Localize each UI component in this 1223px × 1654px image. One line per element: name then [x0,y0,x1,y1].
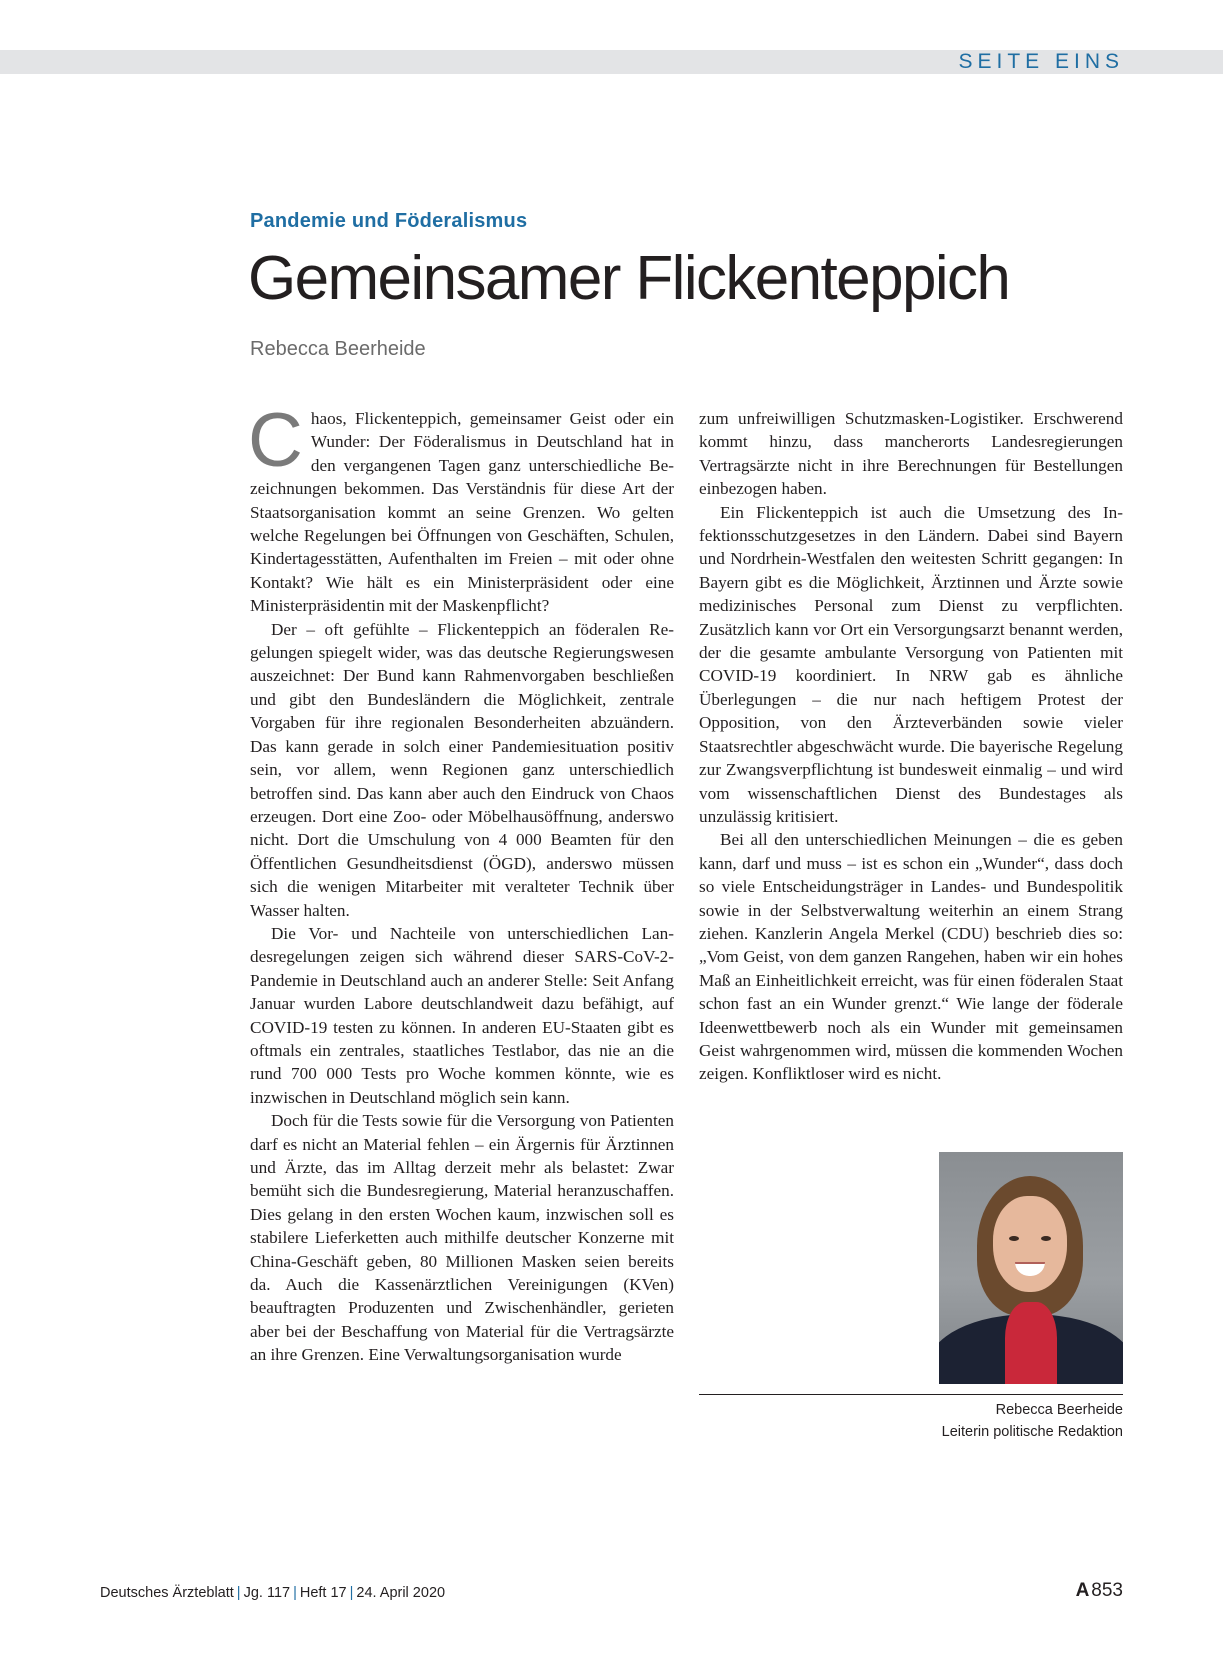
footer-date: 24. April 2020 [356,1585,446,1601]
article-author: Rebecca Beerheide [250,338,426,360]
footer-journal: Deutsches Ärzteblatt [100,1585,234,1601]
footer-volume: Jg. 117 [243,1585,291,1601]
caption-name: Rebecca Beerheide [995,1402,1123,1418]
article-kicker: Pandemie und Föderalismus [250,210,528,232]
paragraph-1: Chaos, Flickenteppich, gemeinsamer Geist oder ein Wunder: Der Föderalismus in Deutschland hat in den vergangenen Tagen ganz unterschiedliche Bezeichnungen bekommen. Das Verständnis für diese Art der Staatsorganisation kommt an seine Grenzen. Wo gelten welche Regelungen bei Öffnungen von Geschäften, Schulen, Kindertagesstätten, Aufenthalten im Freien – mit oder ohne Kontakt? Wie hält es ein Ministerpräsident oder eine Ministerpräsidentin mit der Maskenpflicht? [248,398,674,616]
article-column-left [248,398,674,1367]
paragraph-2: Der – oft gefühlte – Flickenteppich an föderalen Regelungen spiegelt wider, was das deutsche Regierungswesen auszeichnet: Der Bund kann Rahmenvorgaben beschließen und gibt den Bundesländern die Möglichkeit, zentrale Vorgaben für ihre regionalen Besonderheiten abzuändern. Das kann gerade in solch einer Pandemiesituation positiv sein, vor allem, wenn Regionen ganz unterschiedlich betroffen sind. Das kann aber auch den Eindruck von Chaos erzeugen. Dort eine Zoo- oder Möbelhausöffnung, anderswo nicht. Dort die Umschulung von 4 000 Beamten für den Öffentlichen Gesundheitsdienst (ÖGD), anderswo müssen sich die wenigen Mitarbeiter mit veralteter Technik über Wasser halten. [250,619,674,920]
footer-issue: Heft 17 [299,1585,347,1601]
page-prefix: A [1075,1580,1090,1601]
caption-role: Leiterin politische Redaktion [941,1424,1123,1440]
page-number: A 853 [1075,1580,1123,1601]
paragraph-5: Ein Flickenteppich ist auch die Umsetzung des Infektionsschutzgesetzes in den Ländern. Dabei sind Bayern und Nordrhein-Westfalen den weitesten Schritt gegangen: In Bayern gibt es die Möglichkeit, Ärztinnen und Ärzte sowie medizinisches Personal zum Dienst zu verpflichten. Zusätzlich kann vor Ort ein Versorgungsarzt benannt werden, der die gesamte ambulante Versorgung von Patienten mit COVID-19 koordiniert. In NRW gab es ähnliche Überlegungen – die nur nach heftigem Protest der Opposition, von den Ärzteverbänden sowie vieler Staatsrechtler abgeschwächt wurde. Die bayerische Regelung zur Zwangsverpflichtung ist bundesweit einmalig – und wird vom wissenschaftlichen Dienst des Bundestages als unzulässig kritisiert. [699,502,1123,826]
author-portrait-photo [939,1152,1123,1384]
paragraph-4-continued: zum unfreiwilligen Schutzmasken-Logistiker. Erschwerend kommt hinzu, dass mancherorts Landesregierungen Vertragsärzte nicht in ihre Berechnungen für Bestellungen einbezogen haben. [699,409,1123,499]
paragraph-3: Die Vor- und Nachteile von unterschiedlichen Landesregelungen zeigen sich während dieser SARS-CoV-2-Pandemie in Deutschland auch an anderer Stelle: Seit Anfang Januar wurden Labore deutschlandweit dazu befähigt, auf COVID-19 testen zu können. In anderen EU-Staaten gibt es oftmals ein zentrales, staatliches Testlabor, das nie an die rund 700 000 Tests pro Woche kommen könnte, wie es inzwischen in Deutschland möglich sein kann. [250,923,674,1107]
page-footer: Deutsches Ärzteblatt | Jg. 117 | Heft 17 | 24. April 2020 [100,1585,446,1601]
paragraph-6: Bei all den unterschiedlichen Meinungen – die es geben kann, darf und muss – ist es schon ein „Wunder“, dass doch so viele Entscheidungsträger in Landes- und Bundespolitik sowie in der Selbstverwaltung weiterhin an einem Strang ziehen. Kanzlerin Angela Merkel (CDU) beschrieb dies so: „Vom Geist, von dem ganzen Rangehen, haben wir ein hohes Maß an Einheitlichkeit erreicht, was für einen föderalen Staat schon fast an ein Wunder grenzt.“ Wie lange der föderale Ideenwettbewerb noch als ein Wunder mit gemeinsamen Geist wahrgenommen wird, müssen die kommenden Wochen zeigen. Konfliktloser wird es nicht. [699,830,1123,1084]
caption-divider [699,1394,1123,1395]
dropcap: C [248,398,303,483]
photo-caption [942,1399,1123,1443]
paragraph-4: Doch für die Tests sowie für die Versorgung von Patienten darf es nicht an Material fehlen – ein Ärgernis für Ärztinnen und Ärzte, das im Alltag derzeit mehr als belastet: Zwar bemüht sich die Bundesregierung, Material heranzuschaffen. Dies gelang in den ersten Wochen kaum, inzwischen soll es stabilere Lieferketten auch mithilfe deutscher Konzerne mit China-Geschäft geben, 80 Millionen Masken seien bereits da. Auch die Kassenärztlichen Vereinigungen (KVen) beauftragten Produzenten und Zwischenhändler, gerieten aber bei der Beschaffung von Material für die Vertragsärzte an ihre Grenzen. Eine Verwaltungsorganisation wurde [250,1111,674,1365]
section-label: SEITE EINS [958,50,1124,73]
article-title: Gemeinsamer Flickenteppich [248,244,1010,313]
article-column-right [699,407,1123,1086]
